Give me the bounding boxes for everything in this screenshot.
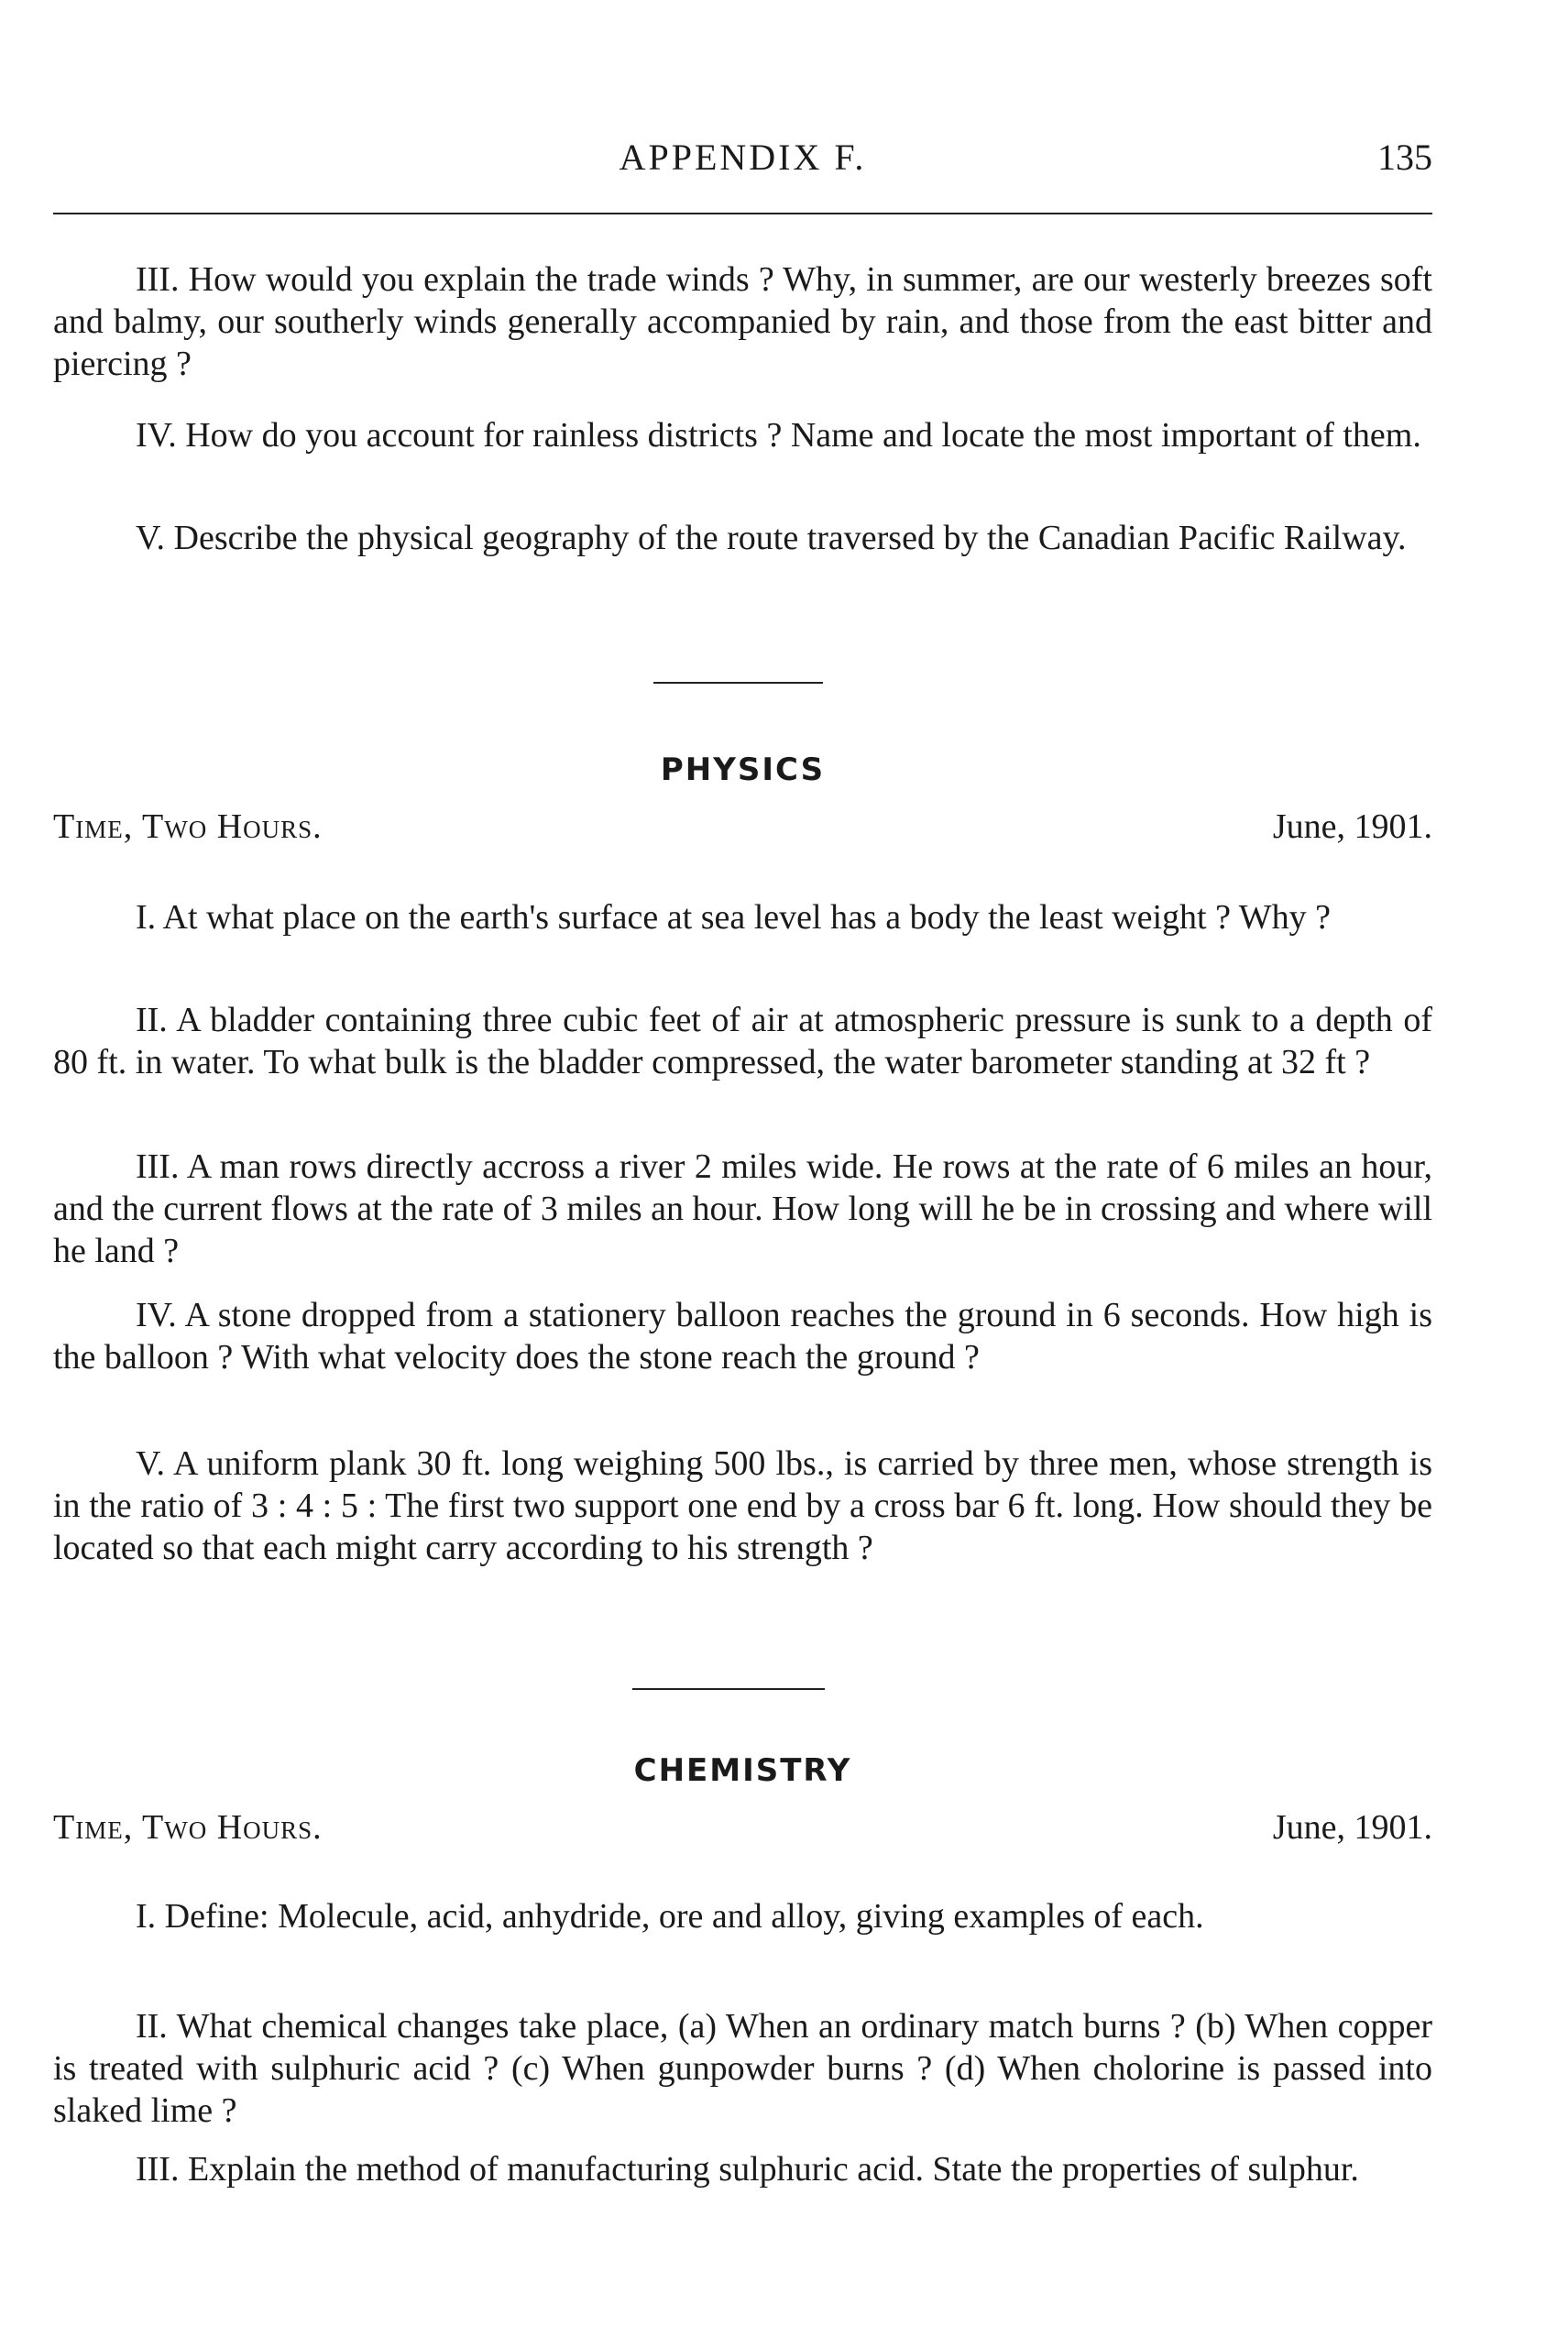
physics-time: Time, Two Hours. xyxy=(53,807,323,846)
physics-question-3 xyxy=(53,1146,1432,1272)
question-text: III. A man rows directly accross a river 2 miles wide. He rows at the rate of 6 miles an hour, and the current flows at the rate of 3 miles an hour. How long will he be in crossing and where will he land ? xyxy=(53,1147,1432,1270)
physics-date: June, 1901. xyxy=(1272,807,1432,846)
chemistry-date: June, 1901. xyxy=(1272,1808,1432,1847)
physics-question-1 xyxy=(53,896,1432,938)
chemistry-question-1 xyxy=(53,1895,1432,1937)
physics-question-5 xyxy=(53,1443,1432,1569)
question-text: I. Define: Molecule, acid, anhydride, ore and alloy, giving examples of each. xyxy=(136,1897,1204,1936)
chemistry-question-3 xyxy=(53,2148,1432,2190)
question-text: II. What chemical changes take place, (a) When an ordinary match burns ? (b) When copper is treated with sulphuric acid ? (c) When gunpowder burns ? (d) When cholorine is passed into slaked lime ? xyxy=(53,2007,1432,2130)
running-header xyxy=(53,136,1432,191)
question-text: III. How would you explain the trade winds ? Why, in summer, are our westerly breezes soft and balmy, our southerly winds generally accompanied by rain, and those from the east bitter and piercing ? xyxy=(53,260,1432,383)
geography-question-3 xyxy=(53,258,1432,385)
document-page xyxy=(53,0,1432,2348)
chemistry-meta xyxy=(53,1807,1432,1853)
section-divider xyxy=(632,1688,825,1690)
question-text: V. A uniform plank 30 ft. long weighing 500 lbs., is carried by three men, whose strength is in the ratio of 3 : 4 : 5 : The first two support one end by a cross bar 6 ft. long. How should they be located so that each might carry according to his strength ? xyxy=(53,1444,1432,1567)
question-text: IV. A stone dropped from a stationery balloon reaches the ground in 6 seconds. How high is the balloon ? With what velocity does the stone reach the ground ? xyxy=(53,1296,1432,1377)
physics-question-4 xyxy=(53,1294,1432,1378)
question-text: I. At what place on the earth's surface at sea level has a body the least weight ? Why ? xyxy=(136,898,1331,937)
section-divider xyxy=(653,682,823,684)
physics-question-2 xyxy=(53,999,1432,1083)
physics-meta xyxy=(53,806,1432,852)
page-number: 135 xyxy=(1377,137,1432,178)
physics-title: PHYSICS xyxy=(660,752,826,788)
chemistry-title: CHEMISTRY xyxy=(633,1752,852,1789)
question-text: III. Explain the method of manufacturing sulphuric acid. State the properties of sulphur. xyxy=(136,2150,1359,2189)
geography-question-5 xyxy=(53,517,1432,559)
question-text: IV. How do you account for rainless districts ? Name and locate the most important of them. xyxy=(136,416,1421,455)
question-text: II. A bladder containing three cubic feet of air at atmospheric pressure is sunk to a depth of 80 ft. in water. To what bulk is the bladder compressed, the water barometer standing at 32 ft ? xyxy=(53,1001,1432,1081)
chemistry-time: Time, Two Hours. xyxy=(53,1808,323,1847)
chemistry-question-2 xyxy=(53,2005,1432,2132)
question-text: V. Describe the physical geography of the route traversed by the Canadian Pacific Railway. xyxy=(136,519,1407,557)
running-title: APPENDIX F. xyxy=(619,137,867,178)
geography-question-4 xyxy=(53,414,1432,456)
header-rule xyxy=(53,213,1432,214)
